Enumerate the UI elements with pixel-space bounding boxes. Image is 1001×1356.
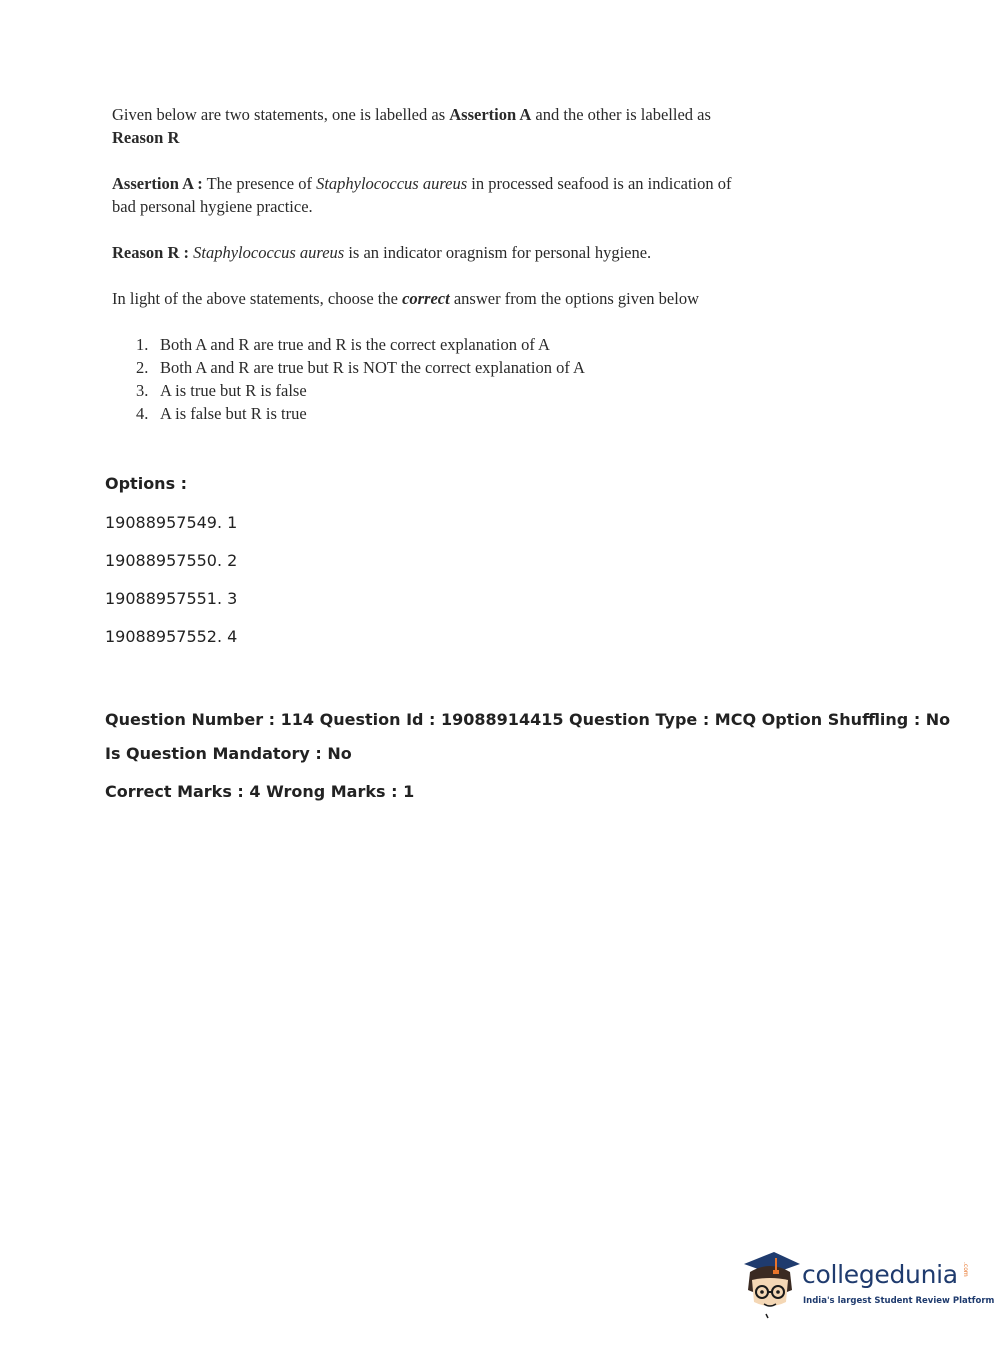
intro-mid: and the other is labelled as: [531, 105, 711, 124]
brand-name: collegedunia: [802, 1260, 958, 1289]
choice-list: [112, 333, 732, 425]
assertion-line2: bad personal hygiene practice.: [112, 197, 313, 216]
reason-label: Reason R :: [112, 243, 189, 262]
reason-statement: [112, 241, 732, 264]
option-item: 19088957549. 1: [105, 513, 238, 532]
instruction: [112, 287, 732, 310]
instruction-pre: In light of the above statements, choose the: [112, 289, 403, 308]
choice-number: 2.: [136, 358, 149, 377]
assertion-statement: [112, 172, 732, 218]
choice-text: A is false but R is true: [160, 404, 307, 423]
question-intro: [112, 103, 732, 149]
intro-assertion: Assertion A: [449, 105, 532, 124]
reason-post: is an indicator oragnism for personal hygiene.: [344, 243, 652, 262]
choice-number: 4.: [136, 404, 149, 423]
assertion-pre: The presence of: [202, 174, 317, 193]
choice-number: 1.: [136, 335, 149, 354]
instruction-post: answer from the options given below: [449, 289, 699, 308]
choice-item: [136, 402, 732, 425]
intro-text: Given below are two statements, one is labelled as: [112, 105, 450, 124]
question-image: [112, 103, 732, 425]
option-item: 19088957551. 3: [105, 589, 238, 608]
brand-tagline: India's largest Student Review Platform: [803, 1296, 995, 1306]
intro-reason: Reason R: [112, 128, 180, 147]
choice-text: A is true but R is false: [160, 381, 307, 400]
collegedunia-logo: [740, 1250, 995, 1320]
choice-item: [136, 356, 732, 379]
options-title: Options :: [105, 474, 188, 493]
choice-item: [136, 379, 732, 402]
choice-item: [136, 333, 732, 356]
instruction-correct: correct: [402, 289, 450, 308]
marks-line: Correct Marks : 4 Wrong Marks : 1: [105, 782, 415, 801]
mandatory-line: Is Question Mandatory : No: [105, 744, 352, 763]
assertion-post: in processed seafood is an indication of: [467, 174, 732, 193]
choice-number: 3.: [136, 381, 149, 400]
option-item: 19088957552. 4: [105, 627, 238, 646]
brand-domain: .com: [962, 1262, 969, 1277]
assertion-organism: Staphylococcus aureus: [316, 174, 468, 193]
question-meta-line: Question Number : 114 Question Id : 19088914415 Question Type : MCQ Option Shuffling : No: [105, 710, 951, 729]
assertion-label: Assertion A :: [112, 174, 203, 193]
mascot-icon: [740, 1250, 802, 1320]
option-item: 19088957550. 2: [105, 551, 238, 570]
reason-organism: Staphylococcus aureus: [193, 243, 345, 262]
choice-text: Both A and R are true but R is NOT the correct explanation of A: [160, 358, 585, 377]
choice-text: Both A and R are true and R is the correct explanation of A: [160, 335, 550, 354]
